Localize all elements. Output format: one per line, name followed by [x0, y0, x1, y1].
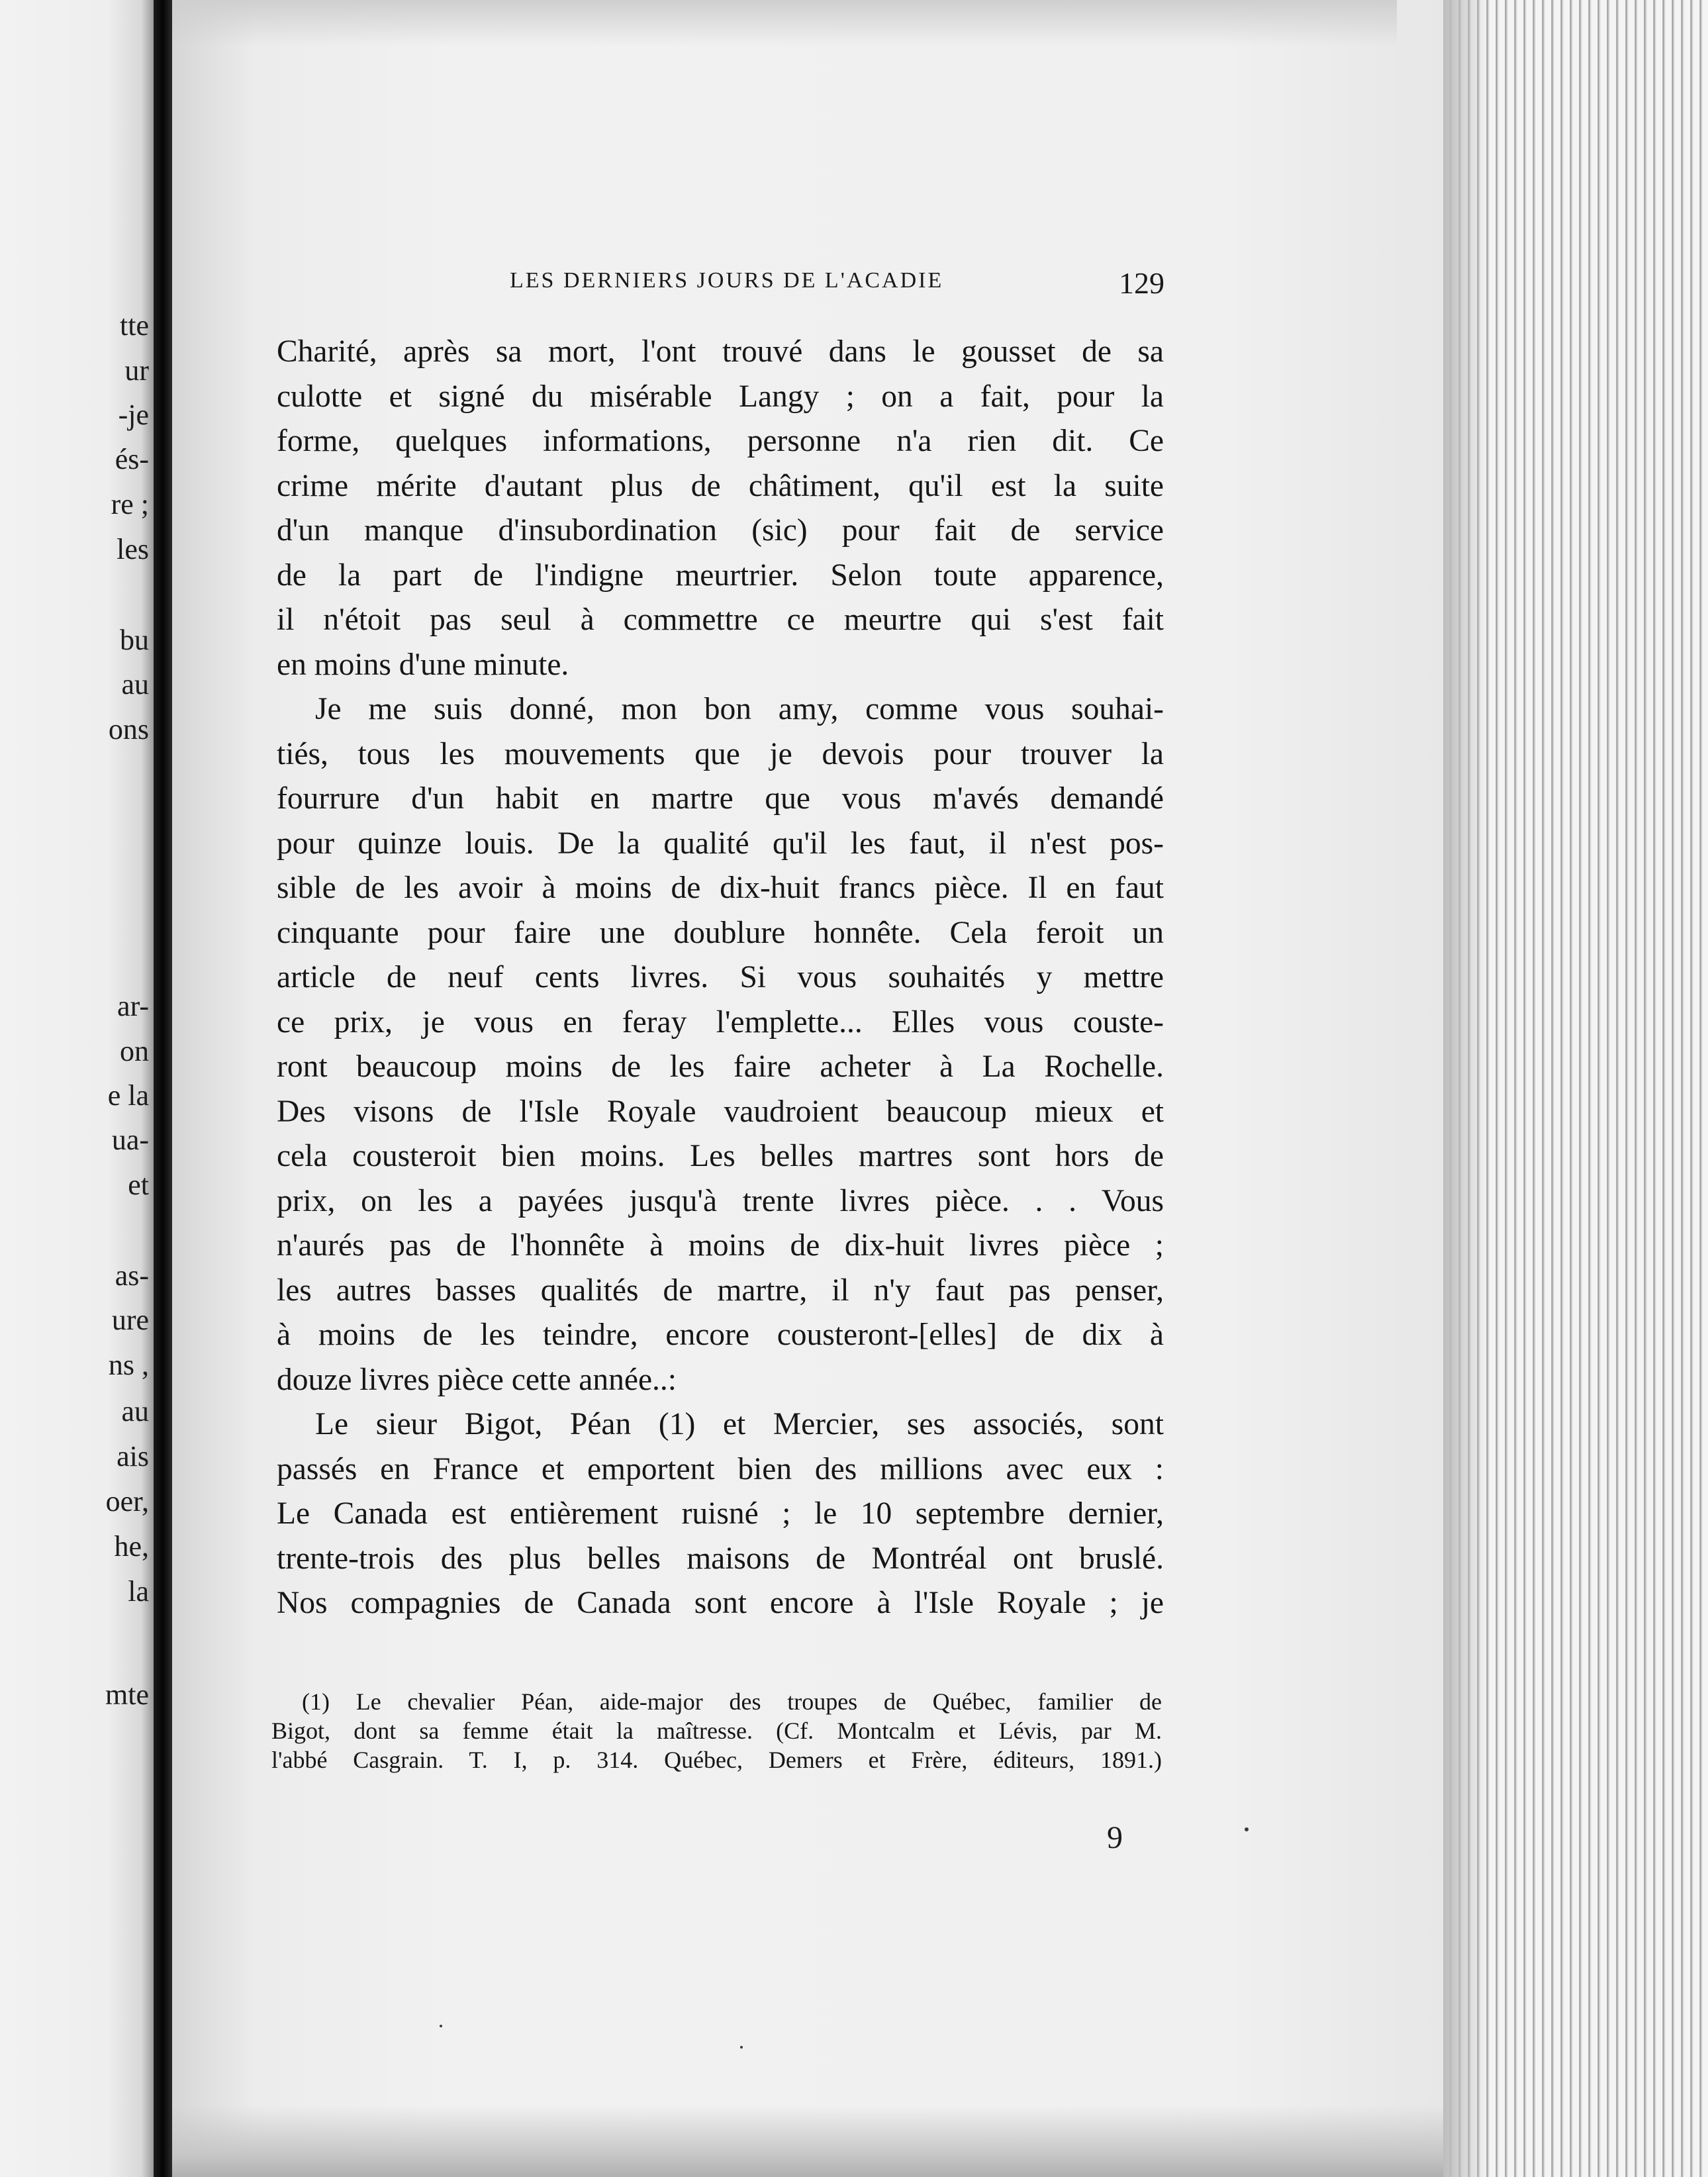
facing-page-text-fragment: e la: [107, 1079, 149, 1112]
book-gutter: [154, 0, 172, 2177]
text-line: Je me suis donné, mon bon amy, comme vous souhai-: [315, 692, 1164, 726]
facing-page-text-fragment: ais: [117, 1440, 149, 1473]
text-line: Nos compagnies de Canada sont encore à l'Isle Royale ; je: [277, 1586, 1164, 1620]
text-line: d'un manque d'insubordination (sic) pour fait de service: [277, 513, 1164, 548]
body-text: [277, 330, 1164, 1626]
facing-page-text-fragment: ur: [124, 354, 149, 387]
text-line: prix, on les a payées jusqu'à trente livres pièce. . . Vous: [277, 1183, 1164, 1218]
page-edges-shadow: [1443, 0, 1490, 2177]
signature-mark: 9: [1107, 1820, 1123, 1855]
footnote-line: (1) Le chevalier Péan, aide-major des troupes de Québec, familier de: [302, 1688, 1162, 1715]
text-line: sible de les avoir à moins de dix-huit francs pièce. Il en faut: [277, 871, 1164, 905]
text-line: ront beaucoup moins de les faire acheter à La Rochelle.: [277, 1049, 1164, 1084]
facing-page-text-fragment: tte: [120, 309, 149, 342]
page-top-shadow: [172, 0, 1397, 46]
text-line: passés en France et emportent bien des millions avec eux :: [277, 1451, 1164, 1486]
text-line: douze livres pièce cette année..:: [277, 1362, 677, 1397]
facing-page-text-fragment: -je: [118, 399, 149, 431]
text-line: forme, quelques informations, personne n'a rien dit. Ce: [277, 424, 1164, 458]
facing-page-text-fragment: au: [121, 668, 149, 701]
facing-page-text-fragment: mte: [105, 1678, 149, 1711]
facing-page-text-fragment: ns ,: [108, 1349, 149, 1381]
facing-page-text-fragment: bu: [120, 624, 149, 656]
paper-speck: [740, 2046, 743, 2049]
text-line: Des visons de l'Isle Royale vaudroient beaucoup mieux et: [277, 1094, 1164, 1129]
text-line: culotte et signé du misérable Langy ; on a fait, pour la: [277, 379, 1164, 414]
text-line: ce prix, je vous en feray l'emplette... Elles vous couste-: [277, 1004, 1164, 1040]
facing-page-text-fragment: au: [121, 1395, 149, 1427]
text-line: n'aurés pas de l'honnête à moins de dix-huit livres pièce ;: [277, 1228, 1164, 1263]
text-line: les autres basses qualités de martre, il n'y faut pas penser,: [277, 1273, 1164, 1308]
text-line: Le Canada est entièrement ruisné ; le 10 septembre dernier,: [277, 1496, 1164, 1531]
facing-page-text-fragment: et: [128, 1169, 149, 1201]
facing-page-text-fragment: és-: [115, 443, 149, 475]
facing-page-text-fragment: ua-: [111, 1124, 149, 1156]
page-bottom-shadow: [172, 2105, 1569, 2177]
text-line: cela cousteroit bien moins. Les belles martres sont hors de: [277, 1139, 1164, 1173]
facing-page-text-fragment: re ;: [111, 488, 149, 520]
facing-page: [0, 0, 154, 2177]
running-title: LES DERNIERS JOURS DE L'ACADIE: [510, 268, 944, 293]
footnotes: [271, 1687, 1162, 1774]
facing-page-text-fragment: la: [128, 1575, 149, 1608]
facing-page-text-fragment: les: [117, 533, 149, 565]
facing-page-text-fragment: ar-: [117, 990, 149, 1022]
text-line: il n'étoit pas seul à commettre ce meurtre qui s'est fait: [277, 603, 1164, 637]
text-line: Charité, après sa mort, l'ont trouvé dans le gousset de sa: [277, 334, 1164, 369]
facing-page-text-fragment: ure: [111, 1304, 149, 1336]
footnote-line: Bigot, dont sa femme était la maîtresse. (Cf. Montcalm et Lévis, par M.: [271, 1717, 1162, 1744]
facing-page-text-fragment: as-: [115, 1259, 149, 1292]
paper-speck: [440, 2025, 442, 2027]
text-line: de la part de l'indigne meurtrier. Selon toute apparence,: [277, 557, 1164, 593]
paper-speck: [1245, 1827, 1249, 1831]
text-line: crime mérite d'autant plus de châtiment, qu'il est la suite: [277, 468, 1164, 503]
text-line: cinquante pour faire une doublure honnête. Cela feroit un: [277, 915, 1164, 950]
page-number: 129: [1119, 266, 1164, 300]
text-line: fourrure d'un habit en martre que vous m'avés demandé: [277, 781, 1164, 816]
facing-page-text-fragment: he,: [114, 1530, 149, 1563]
text-line: tiés, tous les mouvements que je devois pour trouver la: [277, 736, 1164, 771]
text-line: trente-trois des plus belles maisons de Montréal ont bruslé.: [277, 1541, 1164, 1576]
facing-page-text-fragment: oer,: [105, 1485, 149, 1518]
facing-page-text-fragment: on: [120, 1035, 149, 1067]
text-line: Le sieur Bigot, Péan (1) et Mercier, ses associés, sont: [315, 1407, 1164, 1441]
text-line: article de neuf cents livres. Si vous souhaités y mettre: [277, 960, 1164, 994]
text-line: en moins d'une minute.: [277, 647, 569, 682]
text-line: à moins de les teindre, encore cousteront-[elles] de dix à: [277, 1318, 1164, 1352]
page-header: [0, 268, 1708, 308]
text-line: pour quinze louis. De la qualité qu'il les faut, il n'est pos-: [277, 826, 1164, 861]
facing-page-text-fragment: ons: [108, 713, 149, 746]
footnote-line: l'abbé Casgrain. T. I, p. 314. Québec, Demers et Frère, éditeurs, 1891.): [271, 1747, 1162, 1773]
